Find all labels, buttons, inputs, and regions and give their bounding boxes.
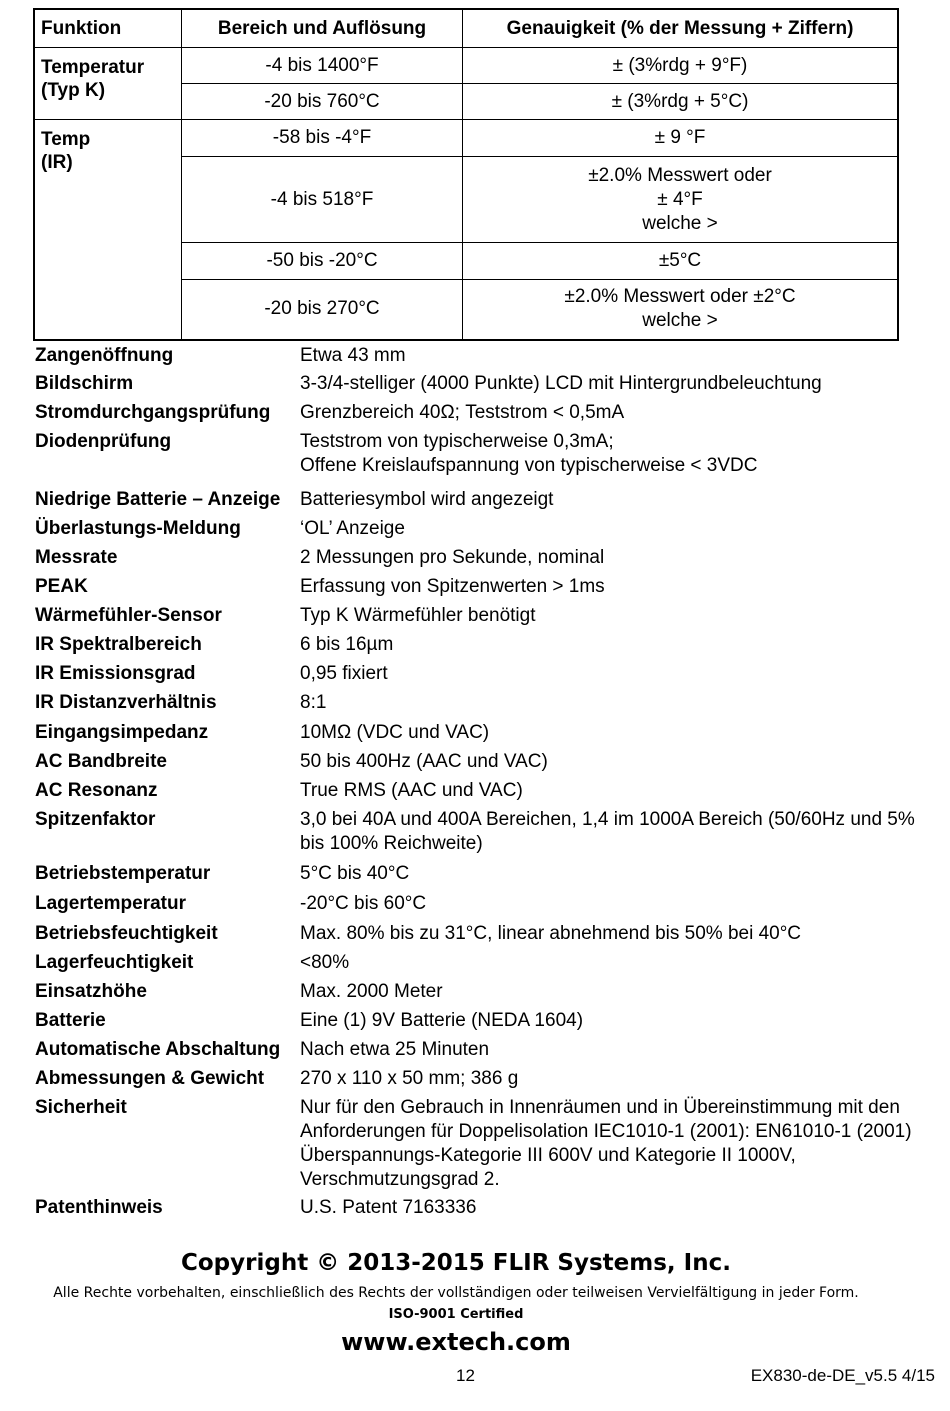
rights-notice: Alle Rechte vorbehalten, einschließlich des Rechts der vollständigen oder teilweisen Vervielfältigung in jeder Form.	[53, 1285, 859, 1301]
spec-label: Wärmefühler-Sensor	[35, 605, 222, 626]
spec-row	[35, 662, 940, 686]
table-header-row	[34, 9, 898, 48]
spec-value: Max. 80% bis zu 31°C, linear abnehmend bis 50% bei 40°C	[300, 923, 802, 944]
spec-row	[35, 1196, 940, 1220]
spec-label: Diodenprüfung	[35, 431, 172, 452]
spec-row	[35, 951, 940, 975]
iso-certification: ISO-9001 Certified	[388, 1307, 524, 1322]
spec-label: Zangenöffnung	[35, 345, 174, 366]
spec-value: 3-3/4-stelliger (4000 Punkte) LCD mit Hintergrundbeleuchtung	[300, 373, 822, 394]
spec-value: 3,0 bei 40A und 400A Bereichen, 1,4 im 1000A Bereich (50/60Hz und 5% bis 100% Reichweite)	[300, 809, 915, 854]
table-row	[34, 120, 898, 157]
function-cell	[34, 48, 182, 120]
spec-row	[35, 517, 940, 541]
spec-value: Max. 2000 Meter	[300, 981, 443, 1002]
spec-value: Nach etwa 25 Minuten	[300, 1039, 490, 1060]
spec-value: 10MΩ (VDC und VAC)	[300, 722, 490, 743]
spec-row	[35, 892, 940, 916]
spec-value: Grenzbereich 40Ω; Teststrom < 0,5mA	[300, 402, 625, 423]
spec-value: Eine (1) 9V Batterie (NEDA 1604)	[300, 1010, 584, 1031]
spec-label: Automatische Abschaltung	[35, 1039, 281, 1060]
spec-row	[35, 1038, 940, 1062]
copyright-notice: Copyright © 2013-2015 FLIR Systems, Inc.	[181, 1250, 731, 1276]
spec-row	[35, 750, 940, 774]
spec-label: Überlastungs-Meldung	[35, 518, 241, 539]
spec-value: 6 bis 16µm	[300, 634, 394, 655]
function-label: Temp (IR)	[41, 129, 91, 173]
spec-row	[35, 1009, 940, 1033]
accuracy-cell: ±5°C	[463, 243, 899, 280]
spec-label: AC Resonanz	[35, 780, 158, 801]
spec-label: Bildschirm	[35, 373, 134, 394]
spec-label: IR Spektralbereich	[35, 634, 202, 655]
spec-row	[35, 430, 940, 478]
spec-row	[35, 604, 940, 628]
accuracy-cell: ± (3%rdg + 5°C)	[463, 84, 899, 120]
spec-value: True RMS (AAC und VAC)	[300, 780, 523, 801]
spec-row	[35, 488, 940, 512]
spec-label: Abmessungen & Gewicht	[35, 1068, 265, 1089]
document-id: EX830-de-DE_v5.5 4/15	[750, 1366, 935, 1385]
spec-label: PEAK	[35, 576, 88, 597]
spec-value: -20°C bis 60°C	[300, 893, 427, 914]
spec-value: 0,95 fixiert	[300, 663, 388, 684]
range-cell: -4 bis 1400°F	[182, 48, 463, 84]
range-cell: -20 bis 270°C	[182, 280, 463, 340]
header-range: Bereich und Auflösung	[182, 9, 463, 48]
spec-label: Sicherheit	[35, 1097, 127, 1118]
range-cell: -4 bis 518°F	[182, 157, 463, 243]
spec-value: ‘OL’ Anzeige	[300, 518, 405, 539]
spec-value: 270 x 110 x 50 mm; 386 g	[300, 1068, 519, 1089]
spec-row	[35, 980, 940, 1004]
spec-value: Batteriesymbol wird angezeigt	[300, 489, 554, 510]
spec-row	[35, 922, 940, 946]
header-accuracy: Genauigkeit (% der Messung + Ziffern)	[463, 9, 899, 48]
spec-row	[35, 1067, 940, 1091]
spec-value: Teststrom von typischerweise 0,3mA; Offene Kreislaufspannung von typischerweise < 3VDC	[300, 431, 758, 476]
spec-row	[35, 372, 940, 396]
spec-label: Betriebstemperatur	[35, 863, 211, 884]
spec-label: Lagerfeuchtigkeit	[35, 952, 194, 973]
spec-value: 2 Messungen pro Sekunde, nominal	[300, 547, 605, 568]
function-cell	[34, 120, 182, 340]
accuracy-cell: ± (3%rdg + 9°F)	[463, 48, 899, 84]
spec-label: Spitzenfaktor	[35, 809, 156, 830]
spec-value: U.S. Patent 7163336	[300, 1197, 477, 1218]
spec-row	[35, 808, 940, 856]
spec-row	[35, 633, 940, 657]
spec-label: Einsatzhöhe	[35, 981, 147, 1002]
spec-label: Eingangsimpedanz	[35, 722, 209, 743]
spec-row	[35, 575, 940, 599]
table-row	[34, 48, 898, 84]
function-label: Temperatur (Typ K)	[41, 57, 145, 101]
header-function: Funktion	[34, 9, 182, 48]
spec-label: Niedrige Batterie – Anzeige	[35, 489, 281, 510]
spec-value: 5°C bis 40°C	[300, 863, 410, 884]
spec-label: Stromdurchgangsprüfung	[35, 402, 271, 423]
spec-row	[35, 691, 940, 715]
spec-row	[35, 401, 940, 425]
range-cell: -58 bis -4°F	[182, 120, 463, 157]
spec-label: IR Emissionsgrad	[35, 663, 196, 684]
accuracy-cell: ± 9 °F	[463, 120, 899, 157]
spec-row	[35, 862, 940, 886]
spec-value: Typ K Wärmefühler benötigt	[300, 605, 536, 626]
spec-table	[33, 8, 899, 341]
range-cell: -50 bis -20°C	[182, 243, 463, 280]
spec-value: 8:1	[300, 692, 327, 713]
spec-value: Erfassung von Spitzenwerten > 1ms	[300, 576, 605, 597]
spec-value: 50 bis 400Hz (AAC und VAC)	[300, 751, 548, 772]
spec-label: Betriebsfeuchtigkeit	[35, 923, 218, 944]
spec-row	[35, 1096, 940, 1192]
spec-value: Nur für den Gebrauch in Innenräumen und in Übereinstimmung mit den Anforderungen für Doppelisolation IEC1010-1 (2001): EN61010-1 (2001) Überspannungs-Kategorie III 600V und Kategorie II 1000V, Verschmutzungsgrad 2.	[300, 1097, 912, 1190]
spec-row	[35, 344, 940, 368]
spec-label: IR Distanzverhältnis	[35, 692, 217, 713]
spec-label: Patenthinweis	[35, 1197, 163, 1218]
accuracy-cell: ±2.0% Messwert oder ±2°C welche >	[463, 280, 899, 340]
page-number: 12	[456, 1366, 475, 1385]
spec-row	[35, 546, 940, 570]
spec-row	[35, 721, 940, 745]
range-cell: -20 bis 760°C	[182, 84, 463, 120]
spec-label: Messrate	[35, 547, 118, 568]
website-link[interactable]: www.extech.com	[341, 1328, 571, 1356]
spec-value: <80%	[300, 952, 350, 973]
spec-value: Etwa 43 mm	[300, 345, 406, 366]
spec-label: AC Bandbreite	[35, 751, 167, 772]
spec-label: Batterie	[35, 1010, 106, 1031]
spec-row	[35, 779, 940, 803]
spec-label: Lagertemperatur	[35, 893, 186, 914]
accuracy-cell: ±2.0% Messwert oder ± 4°F welche >	[463, 157, 899, 243]
